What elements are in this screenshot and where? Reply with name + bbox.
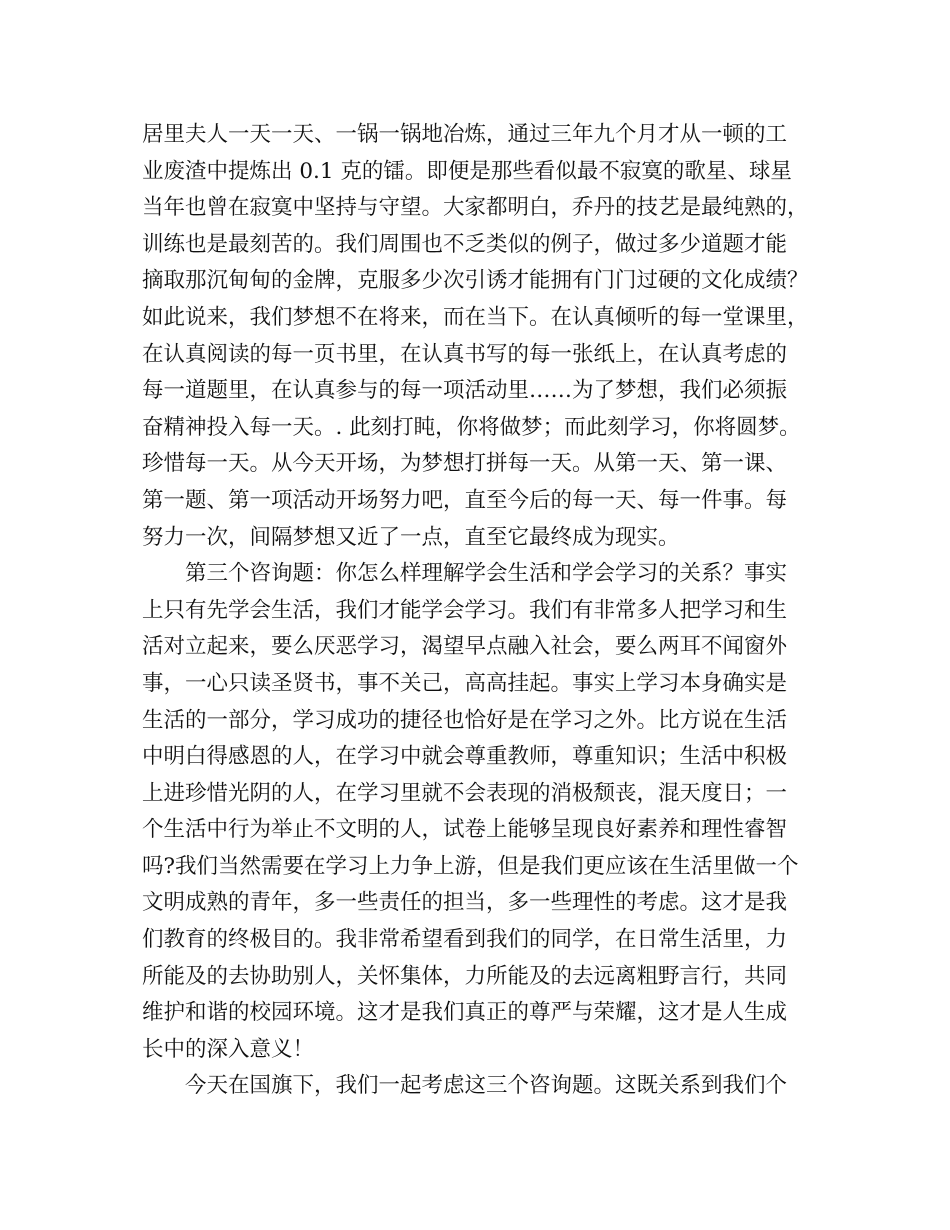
text-line: 上只有先学会生活，我们才能学会学习。我们有非常多人把学习和生 [142,597,788,623]
text-line: 如此说来，我们梦想不在将来，而在当下。在认真倾听的每一堂课里， [142,304,809,330]
text-line: 每一道题里，在认真参与的每一项活动里……为了梦想，我们必须振 [142,378,788,404]
text-line: 摘取那沉甸甸的金牌，克服多少次引诱才能拥有门门过硬的文化成绩？ [142,268,809,294]
paragraph [142,117,810,556]
document-body [142,117,810,1105]
text-line: 们教育的终极目的。我非常希望看到我们的同学，在日常生活里，力 [142,927,788,953]
text-line: 居里夫人一天一天、一锅一锅地冶炼，通过三年九个月才从一顿的工 [142,122,788,147]
text-line: 第三个咨询题：你怎么样理解学会生活和学会学习的关系？事实 [185,561,788,587]
text-line: 事，一心只读圣贤书，事不关己，高高挂起。事实上学习本身确实是 [142,670,788,696]
text-line: 训练也是最刻苦的。我们周围也不乏类似的例子，做过多少道题才能 [142,231,788,257]
text-line: 所能及的去协助别人，关怀集体，力所能及的去远离粗野言行，共同 [142,963,788,989]
text-line: 个生活中行为举止不文明的人，试卷上能够呈现良好素养和理性睿智 [142,817,788,843]
paragraph [142,556,810,1068]
text-line: 吗?我们当然需要在学习上力争上游，但是我们更应该在生活里做一个 [142,853,799,879]
text-line: 文明成熟的青年，多一些责任的担当，多一些理性的考虑。这才是我 [142,890,788,916]
text-line: 长中的深入意义！ [142,1036,315,1062]
text-line: 维护和谐的校园环境。这才是我们真正的尊严与荣耀，这才是人生成 [142,1000,788,1026]
text-line: 珍惜每一天。从今天开场，为梦想打拼每一天。从第一天、第一课、 [142,451,788,477]
text-line: 在认真阅读的每一页书里，在认真书写的每一张纸上，在认真考虑的 [142,341,788,367]
paragraph [142,1068,810,1105]
text-line: 当年也曾在寂寞中坚持与守望。大家都明白，乔丹的技艺是最纯熟的， [142,195,809,221]
text-line: 奋精神投入每一天。. 此刻打盹，你将做梦；而此刻学习，你将圆梦。 [142,414,801,440]
text-line: 上进珍惜光阴的人，在学习里就不会表现的消极颓丧，混天度日；一 [142,780,788,806]
text-line: 生活的一部分，学习成功的捷径也恰好是在学习之外。比方说在生活 [142,707,788,733]
text-line: 第一题、第一项活动开场努力吧，直至今后的每一天、每一件事。每 [142,487,788,513]
text-line: 业废渣中提炼出 0.1 克的镭。即便是那些看似最不寂寞的歌星、球星 [142,158,792,184]
text-line: 今天在国旗下，我们一起考虑这三个咨询题。这既关系到我们个 [185,1073,788,1099]
text-line: 努力一次，间隔梦想又近了一点，直至它最终成为现实。 [142,524,680,550]
text-line: 活对立起来，要么厌恶学习，渴望早点融入社会，要么两耳不闻窗外 [142,634,788,660]
text-line: 中明白得感恩的人，在学习中就会尊重教师，尊重知识；生活中积极 [142,744,788,770]
